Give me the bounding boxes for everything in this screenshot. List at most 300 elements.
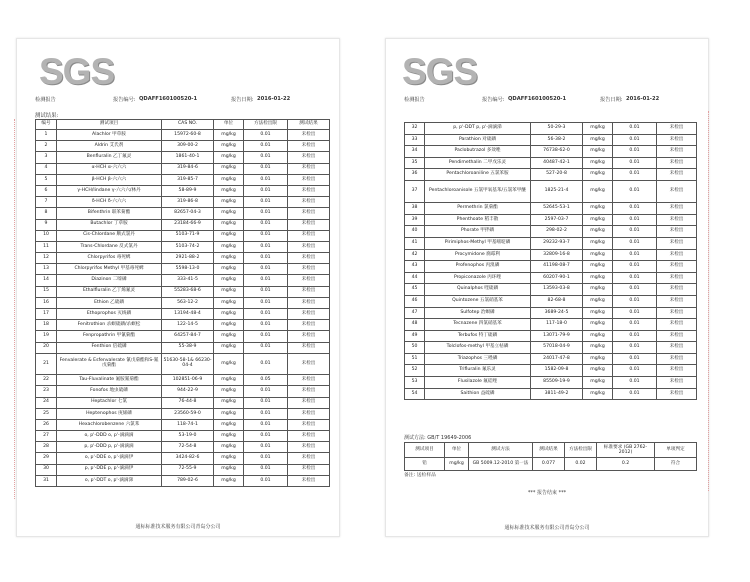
row-mdl: 0.01 (613, 377, 657, 389)
row-cas: 15972-60-8 (162, 130, 214, 141)
row-cas: 102851-06-9 (162, 375, 214, 386)
row-item: Quinalphos 喹硫磷 (425, 284, 531, 296)
row-no: 20 (36, 342, 57, 353)
row-unit: mg/kg (214, 297, 244, 308)
test-method-line: 测试方法: GB/T 19649-2006 (404, 435, 472, 441)
row-no: 32 (405, 123, 425, 135)
sgs-logo: SGS (402, 51, 478, 92)
row-mdl: 0.01 (244, 331, 288, 342)
row-item: Ethoprophos 灭线磷 (57, 309, 162, 320)
row-item: Phenthoate 稻丰散 (425, 214, 531, 226)
row-unit: mg/kg (214, 253, 244, 264)
row-no: 13 (36, 264, 57, 275)
table-row (36, 475, 330, 486)
row-mdl: 0.01 (244, 241, 288, 252)
row-cas: 58-89-9 (162, 185, 214, 196)
table-row (36, 442, 330, 453)
table-row (405, 146, 697, 158)
row-unit: mg/kg (583, 365, 613, 377)
table-row (36, 431, 330, 442)
table-row (36, 197, 330, 208)
row-cas: 13593-03-8 (531, 284, 583, 296)
table-row (36, 408, 330, 419)
report-date-label: 报告日期: (231, 97, 254, 103)
row-result: 未检出 (657, 123, 697, 135)
row-result: 未检出 (288, 353, 330, 374)
row-item: Propiconazole 丙环唑 (425, 272, 531, 284)
row-no: 31 (36, 475, 57, 486)
row-item: Fenpropathrin 甲氰菊酯 (57, 331, 162, 342)
row-unit: mg/kg (214, 130, 244, 141)
table-row (36, 397, 330, 408)
row-no: 52 (405, 365, 425, 377)
row-mdl: 0.01 (244, 286, 288, 297)
row-item: Pirimiphos-Methyl 甲基嘧啶磷 (425, 237, 531, 249)
row-item: Triazophos 三唑磷 (425, 353, 531, 365)
lead-cell: 铅 (405, 458, 445, 471)
row-result: 未检出 (288, 174, 330, 185)
row-result: 未检出 (288, 320, 330, 331)
row-unit: mg/kg (583, 214, 613, 226)
row-no: 45 (405, 284, 425, 296)
row-item: Quintozene 五氯硝基苯 (425, 295, 531, 307)
row-no: 46 (405, 295, 425, 307)
row-item: β-HCH β-六六六 (57, 174, 162, 185)
row-no: 1 (36, 130, 57, 141)
row-mdl: 0.01 (244, 408, 288, 419)
row-no: 36 (405, 169, 425, 181)
row-cas: 29232-93-7 (531, 237, 583, 249)
row-item: o, p'-DDT o, p'-滴滴涕 (57, 475, 162, 486)
row-unit: mg/kg (583, 237, 613, 249)
footer-company: 通标标准技术服务有限公司青岛分公司 (504, 525, 590, 531)
row-cas: 333-41-5 (162, 275, 214, 286)
row-result: 未检出 (657, 180, 697, 202)
report-kind: 检测报告 (404, 97, 425, 103)
row-no: 34 (405, 146, 425, 158)
lead-cell: mg/kg (445, 458, 469, 471)
row-item: Butachlor 丁草胺 (57, 219, 162, 230)
row-item: p, p'-DDE p, p'-滴滴伊 (57, 464, 162, 475)
table-row (405, 284, 697, 296)
row-result: 未检出 (288, 264, 330, 275)
row-cas: 13194-48-4 (162, 309, 214, 320)
row-no: 37 (405, 180, 425, 202)
report-date: 2016-01-22 (626, 96, 660, 102)
row-result: 未检出 (288, 219, 330, 230)
table-row (405, 237, 697, 249)
row-no: 53 (405, 377, 425, 389)
table-row (36, 309, 330, 320)
table-row (405, 157, 697, 169)
row-item: Benfluralin 乙丁氟灵 (57, 152, 162, 163)
row-cas: 789-02-6 (162, 475, 214, 486)
row-item: Aldrin 艾氏剂 (57, 141, 162, 152)
row-unit: mg/kg (583, 134, 613, 146)
row-unit: mg/kg (214, 309, 244, 320)
results-body (36, 130, 330, 487)
row-no: 28 (36, 442, 57, 453)
row-cas: 118-74-1 (162, 419, 214, 430)
row-no: 7 (36, 197, 57, 208)
row-no: 24 (36, 397, 57, 408)
row-item: Diazinon 二嗪磷 (57, 275, 162, 286)
row-cas: 2597-03-7 (531, 214, 583, 226)
table-row (36, 208, 330, 219)
row-item: Pentachloroanisole 五氯甲氧基苯/五氯苯甲醚 (425, 180, 531, 202)
row-result: 未检出 (657, 353, 697, 365)
table-row (36, 375, 330, 386)
report-date-label: 报告日期: (600, 97, 623, 103)
row-cas: 23560-59-0 (162, 408, 214, 419)
row-no: 9 (36, 219, 57, 230)
row-unit: mg/kg (583, 319, 613, 331)
table-row (36, 297, 330, 308)
row-cas: 563-12-2 (162, 297, 214, 308)
row-result: 未检出 (288, 297, 330, 308)
row-no: 5 (36, 174, 57, 185)
row-cas: 122-14-5 (162, 320, 214, 331)
row-item: o, p'-DDE o, p'-滴滴伊 (57, 453, 162, 464)
table-row (36, 185, 330, 196)
col-cas: CAS NO. (162, 120, 214, 130)
row-result: 未检出 (657, 249, 697, 261)
row-cas: 23184-66-9 (162, 219, 214, 230)
row-cas: 52645-53-1 (531, 203, 583, 215)
row-unit: mg/kg (214, 320, 244, 331)
row-item: Profenophos 丙溴磷 (425, 261, 531, 273)
row-mdl: 0.01 (244, 174, 288, 185)
row-result: 未检出 (288, 408, 330, 419)
row-item: Parathion 对硫磷 (425, 134, 531, 146)
table-row (405, 353, 697, 365)
row-mdl: 0.01 (613, 365, 657, 377)
row-unit: mg/kg (214, 163, 244, 174)
row-item: Alachlor 甲草胺 (57, 130, 162, 141)
row-no: 26 (36, 419, 57, 430)
row-mdl: 0.01 (244, 397, 288, 408)
row-no: 40 (405, 226, 425, 238)
row-mdl: 0.01 (244, 442, 288, 453)
report-no: QDAFF160100520-1 (139, 96, 198, 102)
row-cas: 53-19-0 (162, 431, 214, 442)
row-item: Fenitrothion 杀螟硫磷/杀螟松 (57, 320, 162, 331)
row-unit: mg/kg (214, 386, 244, 397)
row-mdl: 0.01 (244, 453, 288, 464)
row-cas: 56-38-2 (531, 134, 583, 146)
row-unit: mg/kg (214, 375, 244, 386)
row-mdl: 0.01 (613, 203, 657, 215)
row-cas: 32809-16-8 (531, 249, 583, 261)
row-result: 未检出 (288, 286, 330, 297)
row-item: p, p'-DDT p, p'-滴滴涕 (425, 123, 531, 135)
row-unit: mg/kg (583, 169, 613, 181)
row-unit: mg/kg (214, 419, 244, 430)
row-result: 未检出 (288, 475, 330, 486)
table-row (405, 123, 697, 135)
row-item: o, p'-DDD o, p'-滴滴滴 (57, 431, 162, 442)
row-item: Phorate 甲拌磷 (425, 226, 531, 238)
row-result: 未检出 (657, 319, 697, 331)
row-mdl: 0.01 (613, 284, 657, 296)
row-unit: mg/kg (214, 342, 244, 353)
table-row (36, 230, 330, 241)
remark: 备注: 送检样品 (404, 473, 436, 478)
row-item: Chlorpyrifos Methyl 甲基毒死蜱 (57, 264, 162, 275)
table-row (405, 169, 697, 181)
row-cas: 527-20-8 (531, 169, 583, 181)
row-mdl: 0.01 (244, 297, 288, 308)
row-item: Saithion 益硫磷 (425, 388, 531, 400)
row-mdl: 0.01 (613, 146, 657, 158)
row-cas: 117-18-0 (531, 319, 583, 331)
row-item: Flusilazole 氟硅唑 (425, 377, 531, 389)
report-header (35, 96, 325, 106)
row-mdl: 0.01 (613, 330, 657, 342)
row-no: 48 (405, 319, 425, 331)
report-kind: 检测报告 (35, 97, 56, 103)
row-mdl: 0.01 (613, 319, 657, 331)
table-row (36, 419, 330, 430)
lead-cell: GB 5009.12-2010 第一法 (469, 458, 533, 471)
row-no: 35 (405, 157, 425, 169)
row-unit: mg/kg (214, 185, 244, 196)
row-mdl: 0.01 (244, 309, 288, 320)
row-unit: mg/kg (583, 284, 613, 296)
col-mdl: 方法检出限 (244, 120, 288, 130)
row-unit: mg/kg (214, 230, 244, 241)
row-item: Tau-Fluvalinate 氟胺氰菊酯 (57, 375, 162, 386)
row-result: 未检出 (288, 197, 330, 208)
table-row (36, 163, 330, 174)
row-no: 15 (36, 286, 57, 297)
row-result: 未检出 (657, 134, 697, 146)
row-unit: mg/kg (583, 295, 613, 307)
row-result: 未检出 (657, 307, 697, 319)
row-result: 未检出 (288, 331, 330, 342)
row-cas: 13071-79-9 (531, 330, 583, 342)
report-no: QDAFF160100520-1 (508, 96, 567, 102)
row-cas: 55-38-9 (162, 342, 214, 353)
row-item: Tolclofos-methyl 甲基立枯磷 (425, 342, 531, 354)
table-row (405, 342, 697, 354)
table-row (36, 453, 330, 464)
row-no: 3 (36, 152, 57, 163)
table-row (36, 264, 330, 275)
table-row (36, 286, 330, 297)
report-header (404, 96, 694, 106)
table-row (36, 152, 330, 163)
row-unit: mg/kg (583, 307, 613, 319)
row-item: Chlorpyrifos 毒死蜱 (57, 253, 162, 264)
row-result: 未检出 (288, 253, 330, 264)
table-row (36, 320, 330, 331)
row-result: 未检出 (657, 169, 697, 181)
row-cas: 2921-88-2 (162, 253, 214, 264)
lead-col: 方法检出限 (565, 443, 597, 458)
lead-cell: 0.077 (533, 458, 565, 471)
row-unit: mg/kg (583, 203, 613, 215)
table-row (405, 214, 697, 226)
row-unit: mg/kg (214, 331, 244, 342)
row-item: Hexachlorobenzene 六氯苯 (57, 419, 162, 430)
row-result: 未检出 (657, 330, 697, 342)
table-row (36, 331, 330, 342)
table-row (36, 275, 330, 286)
row-result: 未检出 (288, 419, 330, 430)
row-result: 未检出 (657, 157, 697, 169)
row-mdl: 0.01 (244, 208, 288, 219)
row-mdl: 0.01 (613, 157, 657, 169)
row-no: 29 (36, 453, 57, 464)
row-no: 54 (405, 388, 425, 400)
row-mdl: 0.01 (613, 272, 657, 284)
row-result: 未检出 (657, 295, 697, 307)
table-row (36, 386, 330, 397)
side-disclaimer-line (14, 119, 19, 499)
row-item: Fonofos 地虫硫磷 (57, 386, 162, 397)
row-result: 未检出 (288, 309, 330, 320)
row-unit: mg/kg (214, 408, 244, 419)
row-item: Ethion 乙硫磷 (57, 297, 162, 308)
row-result: 未检出 (288, 375, 330, 386)
row-cas: 85509-19-9 (531, 377, 583, 389)
row-cas: 319-84-6 (162, 163, 214, 174)
row-unit: mg/kg (583, 388, 613, 400)
row-unit: mg/kg (214, 219, 244, 230)
row-mdl: 0.01 (613, 353, 657, 365)
row-result: 未检出 (288, 185, 330, 196)
row-unit: mg/kg (214, 397, 244, 408)
row-cas: 3689-24-5 (531, 307, 583, 319)
row-unit: mg/kg (214, 174, 244, 185)
row-mdl: 0.01 (244, 419, 288, 430)
row-mdl: 0.01 (613, 237, 657, 249)
row-cas: 5598-13-0 (162, 264, 214, 275)
lead-col: 单位 (445, 443, 469, 458)
row-cas: 40487-42-1 (531, 157, 583, 169)
row-no: 16 (36, 297, 57, 308)
side-disclaimer-line (704, 111, 709, 491)
row-cas: 5103-71-9 (162, 230, 214, 241)
row-item: Fenvalerate & Esfenvalerate 氰戊菊酯和S-氰戊菊酯 (57, 353, 162, 374)
row-no: 38 (405, 203, 425, 215)
row-no: 10 (36, 230, 57, 241)
row-unit: mg/kg (214, 286, 244, 297)
row-no: 8 (36, 208, 57, 219)
row-no: 6 (36, 185, 57, 196)
row-result: 未检出 (657, 342, 697, 354)
row-unit: mg/kg (214, 353, 244, 374)
row-mdl: 0.01 (613, 169, 657, 181)
row-cas: 309-00-2 (162, 141, 214, 152)
row-unit: mg/kg (214, 197, 244, 208)
row-no: 51 (405, 353, 425, 365)
row-result: 未检出 (288, 442, 330, 453)
row-result: 未检出 (288, 397, 330, 408)
row-mdl: 0.01 (613, 295, 657, 307)
row-no: 39 (405, 214, 425, 226)
row-mdl: 0.01 (244, 197, 288, 208)
row-unit: mg/kg (583, 146, 613, 158)
row-mdl: 0.01 (244, 342, 288, 353)
row-result: 未检出 (288, 163, 330, 174)
table-row (405, 330, 697, 342)
row-mdl: 0.01 (613, 307, 657, 319)
row-item: Fenthion 倍硫磷 (57, 342, 162, 353)
row-mdl: 0.01 (244, 353, 288, 374)
row-result: 未检出 (288, 275, 330, 286)
row-result: 未检出 (657, 226, 697, 238)
row-unit: mg/kg (583, 330, 613, 342)
results-body (405, 123, 697, 400)
row-mdl: 0.01 (613, 261, 657, 273)
row-no: 4 (36, 163, 57, 174)
row-unit: mg/kg (214, 475, 244, 486)
row-result: 未检出 (288, 453, 330, 464)
row-mdl: 0.01 (613, 180, 657, 202)
table-row (36, 219, 330, 230)
row-unit: mg/kg (214, 141, 244, 152)
row-mdl: 0.01 (244, 464, 288, 475)
row-item: Sulfotep 治螟磷 (425, 307, 531, 319)
row-item: Paclobutrazol 多效唑 (425, 146, 531, 158)
row-cas: 72-54-8 (162, 442, 214, 453)
row-unit: mg/kg (214, 431, 244, 442)
row-mdl: 0.01 (613, 249, 657, 261)
lead-cell: 0.2 (597, 458, 655, 471)
table-row (405, 249, 697, 261)
row-mdl: 0.01 (244, 163, 288, 174)
row-unit: mg/kg (214, 453, 244, 464)
table-row (405, 319, 697, 331)
row-no: 27 (36, 431, 57, 442)
row-result: 未检出 (657, 203, 697, 215)
row-mdl: 0.01 (244, 219, 288, 230)
lead-test-table (404, 442, 697, 471)
row-unit: mg/kg (583, 123, 613, 135)
row-mdl: 0.01 (244, 130, 288, 141)
row-no: 50 (405, 342, 425, 354)
row-cas: 298-02-2 (531, 226, 583, 238)
row-cas: 1825-21-4 (531, 180, 583, 202)
end-of-report: *** 报告结束 *** (527, 490, 567, 496)
row-cas: 3424-82-6 (162, 453, 214, 464)
row-mdl: 0.05 (244, 375, 288, 386)
row-cas: 76738-62-0 (531, 146, 583, 158)
lead-cell: 符合 (655, 458, 697, 471)
row-mdl: 0.01 (613, 388, 657, 400)
table-row (36, 464, 330, 475)
table-row (36, 130, 330, 141)
row-no: 19 (36, 331, 57, 342)
row-cas: 55283-68-6 (162, 286, 214, 297)
row-no: 43 (405, 261, 425, 273)
row-mdl: 0.01 (244, 320, 288, 331)
row-item: Trifluralin 氟乐灵 (425, 365, 531, 377)
table-row (36, 141, 330, 152)
row-item: Bifenthrin 联苯菊酯 (57, 208, 162, 219)
table-row (405, 388, 697, 400)
row-cas: 60207-90-1 (531, 272, 583, 284)
row-no: 42 (405, 249, 425, 261)
row-no: 17 (36, 309, 57, 320)
row-result: 未检出 (657, 272, 697, 284)
row-result: 未检出 (288, 152, 330, 163)
row-no: 41 (405, 237, 425, 249)
row-unit: mg/kg (583, 226, 613, 238)
row-mdl: 0.01 (244, 185, 288, 196)
